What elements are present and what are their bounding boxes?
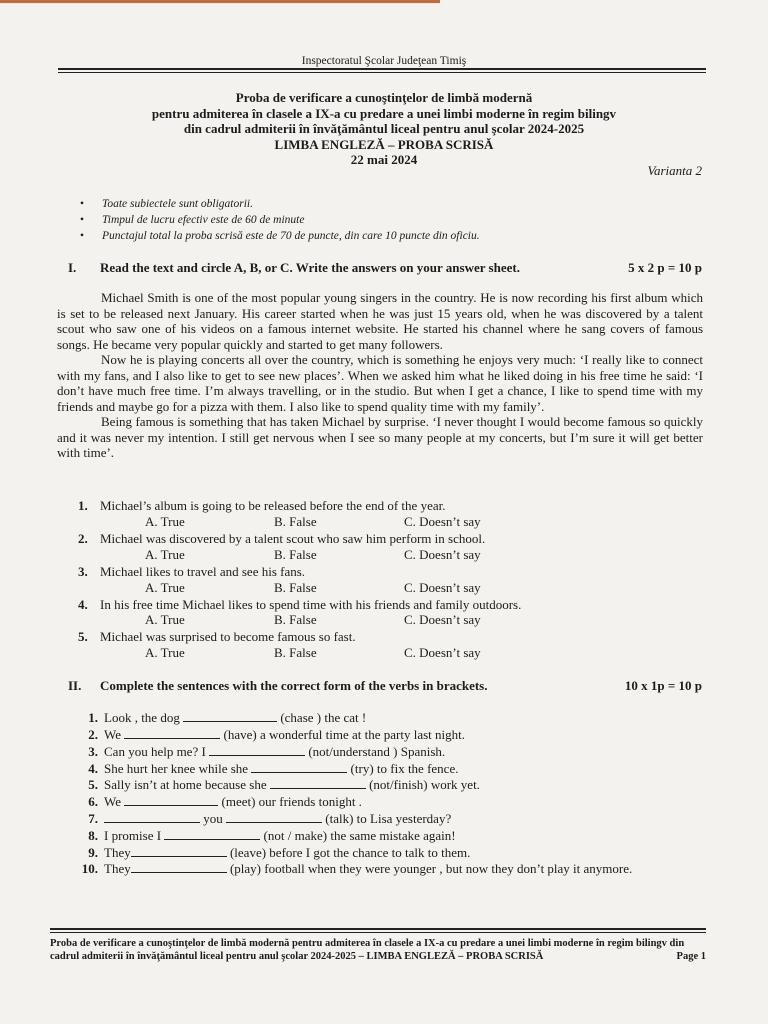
answer-blank[interactable] <box>183 710 277 722</box>
section-1-heading <box>68 260 704 276</box>
exam-date: 22 mai 2024 <box>350 152 418 167</box>
item-number: 3. <box>88 744 98 759</box>
header-rule-thin <box>58 72 706 73</box>
item-text-after: (play) football when they were younger , but now they don’t play it anymore. <box>229 861 633 876</box>
passage-paragraph: Michael Smith is one of the most popular young singers in the country. He is now recording his first album which is set to be released next January. His career started when he was just 15 years old, when he was discovered by a talent scout who saw one of his videos on a famous internet website. He started his channel where he sang covers of famous songs. He became very popular quickly and started to get many followers. <box>57 290 703 352</box>
item-number: 5. <box>88 777 98 792</box>
instruction-item: • Toate subiectele sunt obligatorii. <box>80 196 480 212</box>
item-text-after: (talk) to Lisa yesterday? <box>325 811 452 826</box>
item-text-after: (meet) our friends tonight . <box>221 794 362 809</box>
footer-rule <box>50 928 706 930</box>
exam-title <box>0 90 768 168</box>
answer-blank[interactable] <box>124 794 218 806</box>
option-b[interactable]: B. False <box>274 645 317 660</box>
passage-paragraph: Being famous is something that has taken Michael by surprise. ‘I never thought I would become famous so quickly and it was never my intention. I still get nervous when I see so many people at my concerts, but I’m sure it will get better with time’. <box>57 414 703 460</box>
option-a[interactable]: A. True <box>145 612 185 627</box>
option-b[interactable]: B. False <box>274 547 317 562</box>
question-text: Michael’s album is going to be released before the end of the year. <box>100 498 446 513</box>
item-text-after: (not/finish) work yet. <box>369 777 480 792</box>
gap-item-5 <box>76 777 480 793</box>
question-3 <box>78 564 305 580</box>
item-number: 1. <box>88 710 98 725</box>
section-1-points: 5 x 2 p = 10 p <box>628 260 702 275</box>
item-text-before: We <box>104 794 121 809</box>
option-b[interactable]: B. False <box>274 580 317 595</box>
gap-item-10 <box>76 861 632 877</box>
question-number: 2. <box>78 531 88 546</box>
section-2-instruction: Complete the sentences with the correct form of the verbs in brackets. <box>100 678 488 693</box>
inspectorate-header: Inspectoratul Şcolar Judeţean Timiş <box>301 55 467 67</box>
page-footer <box>50 937 706 963</box>
option-b[interactable]: B. False <box>274 514 317 529</box>
item-text-before: They <box>104 861 131 876</box>
item-text-after: (have) a wonderful time at the party last night. <box>223 727 466 742</box>
item-text-before: We <box>104 727 121 742</box>
item-text-after: (not/understand ) Spanish. <box>308 744 446 759</box>
question-4 <box>78 597 521 613</box>
question-text: Michael was surprised to become famous so fast. <box>100 629 356 644</box>
footer-text: Proba de verificare a cunoştinţelor de limbă modernă pentru admiterea în clasele a IX-a cu predare a unei limbi moderne în regim bilingv din cadrul admiterii în învăţământul liceal pentru anul şcolar 2024-2025 – LIMBA ENGLEZĂ – PROBA SCRISĂ <box>50 938 685 962</box>
header-rule <box>58 68 706 70</box>
question-number: 4. <box>78 597 88 612</box>
gap-item-2 <box>76 727 465 743</box>
gap-item-7 <box>76 811 451 827</box>
variant-label: Varianta 2 <box>647 163 702 178</box>
answer-blank[interactable] <box>131 845 227 857</box>
passage-paragraph: Now he is playing concerts all over the country, which is something he enjoys very much: ‘I really like to connect with my fans, and I also like to get to see new places’. When we asked him what he liked doing in his free time he said: ‘I don’t have much free time. I’m always travelling, or in the studio. But when I get a chance, I like to spend time with my friends and maybe go for a pizza with them. I also like to spend quality time with my family’. <box>57 352 703 414</box>
answer-blank[interactable] <box>131 861 227 873</box>
instructions-list <box>80 196 480 244</box>
item-number: 7. <box>88 811 98 826</box>
section-2-points: 10 x 1p = 10 p <box>624 678 702 693</box>
question-1 <box>78 498 445 514</box>
item-number: 8. <box>88 828 98 843</box>
question-number: 1. <box>78 498 88 513</box>
option-c[interactable]: C. Doesn’t say <box>404 612 481 627</box>
item-text-before: She hurt her knee while she <box>104 761 249 776</box>
footer-rule-thin <box>50 932 706 933</box>
answer-blank[interactable] <box>104 811 200 823</box>
item-number: 4. <box>88 761 98 776</box>
page-edge-strip <box>0 0 440 3</box>
answer-blank[interactable] <box>226 811 322 823</box>
option-c[interactable]: C. Doesn’t say <box>404 514 481 529</box>
answer-blank[interactable] <box>270 777 366 789</box>
item-number: 9. <box>88 845 98 860</box>
option-c[interactable]: C. Doesn’t say <box>404 580 481 595</box>
question-number: 5. <box>78 629 88 644</box>
instruction-item: • Timpul de lucru efectiv este de 60 de minute <box>80 212 480 228</box>
item-number: 6. <box>88 794 98 809</box>
item-text-before: I promise I <box>104 828 162 843</box>
item-text-after: (not / make) the same mistake again! <box>263 828 456 843</box>
question-text: Michael likes to travel and see his fans. <box>100 564 306 579</box>
item-text-before: Sally isn’t at home because she <box>104 777 267 792</box>
question-5 <box>78 629 356 645</box>
section-2-heading <box>68 678 704 694</box>
answer-blank[interactable] <box>209 744 305 756</box>
option-c[interactable]: C. Doesn’t say <box>404 547 481 562</box>
gap-item-1 <box>76 710 366 726</box>
title-line-3: din cadrul admiterii în învăţământul liceal pentru anul şcolar 2024-2025 <box>183 121 585 136</box>
option-a[interactable]: A. True <box>145 580 185 595</box>
option-a[interactable]: A. True <box>145 645 185 660</box>
question-number: 3. <box>78 564 88 579</box>
question-2 <box>78 531 485 547</box>
section-2-number: II. <box>68 678 82 693</box>
option-c[interactable]: C. Doesn’t say <box>404 645 481 660</box>
title-line-4: LIMBA ENGLEZĂ – PROBA SCRISĂ <box>274 136 494 152</box>
item-number: 2. <box>88 727 98 742</box>
item-text-before: Look , the dog <box>104 710 180 725</box>
item-text-before: Can you help me? I <box>104 744 206 759</box>
reading-passage <box>57 290 703 461</box>
question-text: In his free time Michael likes to spend time with his friends and family outdoors. <box>100 597 522 612</box>
gap-item-9 <box>76 845 470 861</box>
answer-blank[interactable] <box>124 727 220 739</box>
gap-item-3 <box>76 744 445 760</box>
item-text-before: They <box>104 845 131 860</box>
instruction-item: • Punctajul total la proba scrisă este de 70 de puncte, din care 10 puncte din oficiu. <box>80 228 480 244</box>
answer-blank[interactable] <box>164 828 260 840</box>
item-text-after: (try) to fix the fence. <box>350 761 459 776</box>
gap-item-8 <box>76 828 456 844</box>
option-b[interactable]: B. False <box>274 612 317 627</box>
item-number: 10. <box>81 861 98 876</box>
option-a[interactable]: A. True <box>145 514 185 529</box>
section-1-instruction: Read the text and circle A, B, or C. Write the answers on your answer sheet. <box>100 260 520 275</box>
page-number: Page 1 <box>676 951 706 962</box>
question-text: Michael was discovered by a talent scout who saw him perform in school. <box>100 531 486 546</box>
gap-item-6 <box>76 794 362 810</box>
answer-blank[interactable] <box>251 761 347 773</box>
option-a[interactable]: A. True <box>145 547 185 562</box>
title-line-1: Proba de verificare a cunoştinţelor de limbă modernă <box>235 90 533 105</box>
item-text-after: (chase ) the cat ! <box>280 710 367 725</box>
item-text-after: (leave) before I got the chance to talk to them. <box>229 845 471 860</box>
item-text-middle: you <box>203 811 223 826</box>
section-1-number: I. <box>68 260 77 275</box>
gap-item-4 <box>76 761 458 777</box>
title-line-2: pentru admiterea în clasele a IX-a cu predare a unei limbi moderne în regim bilingv <box>151 105 617 121</box>
